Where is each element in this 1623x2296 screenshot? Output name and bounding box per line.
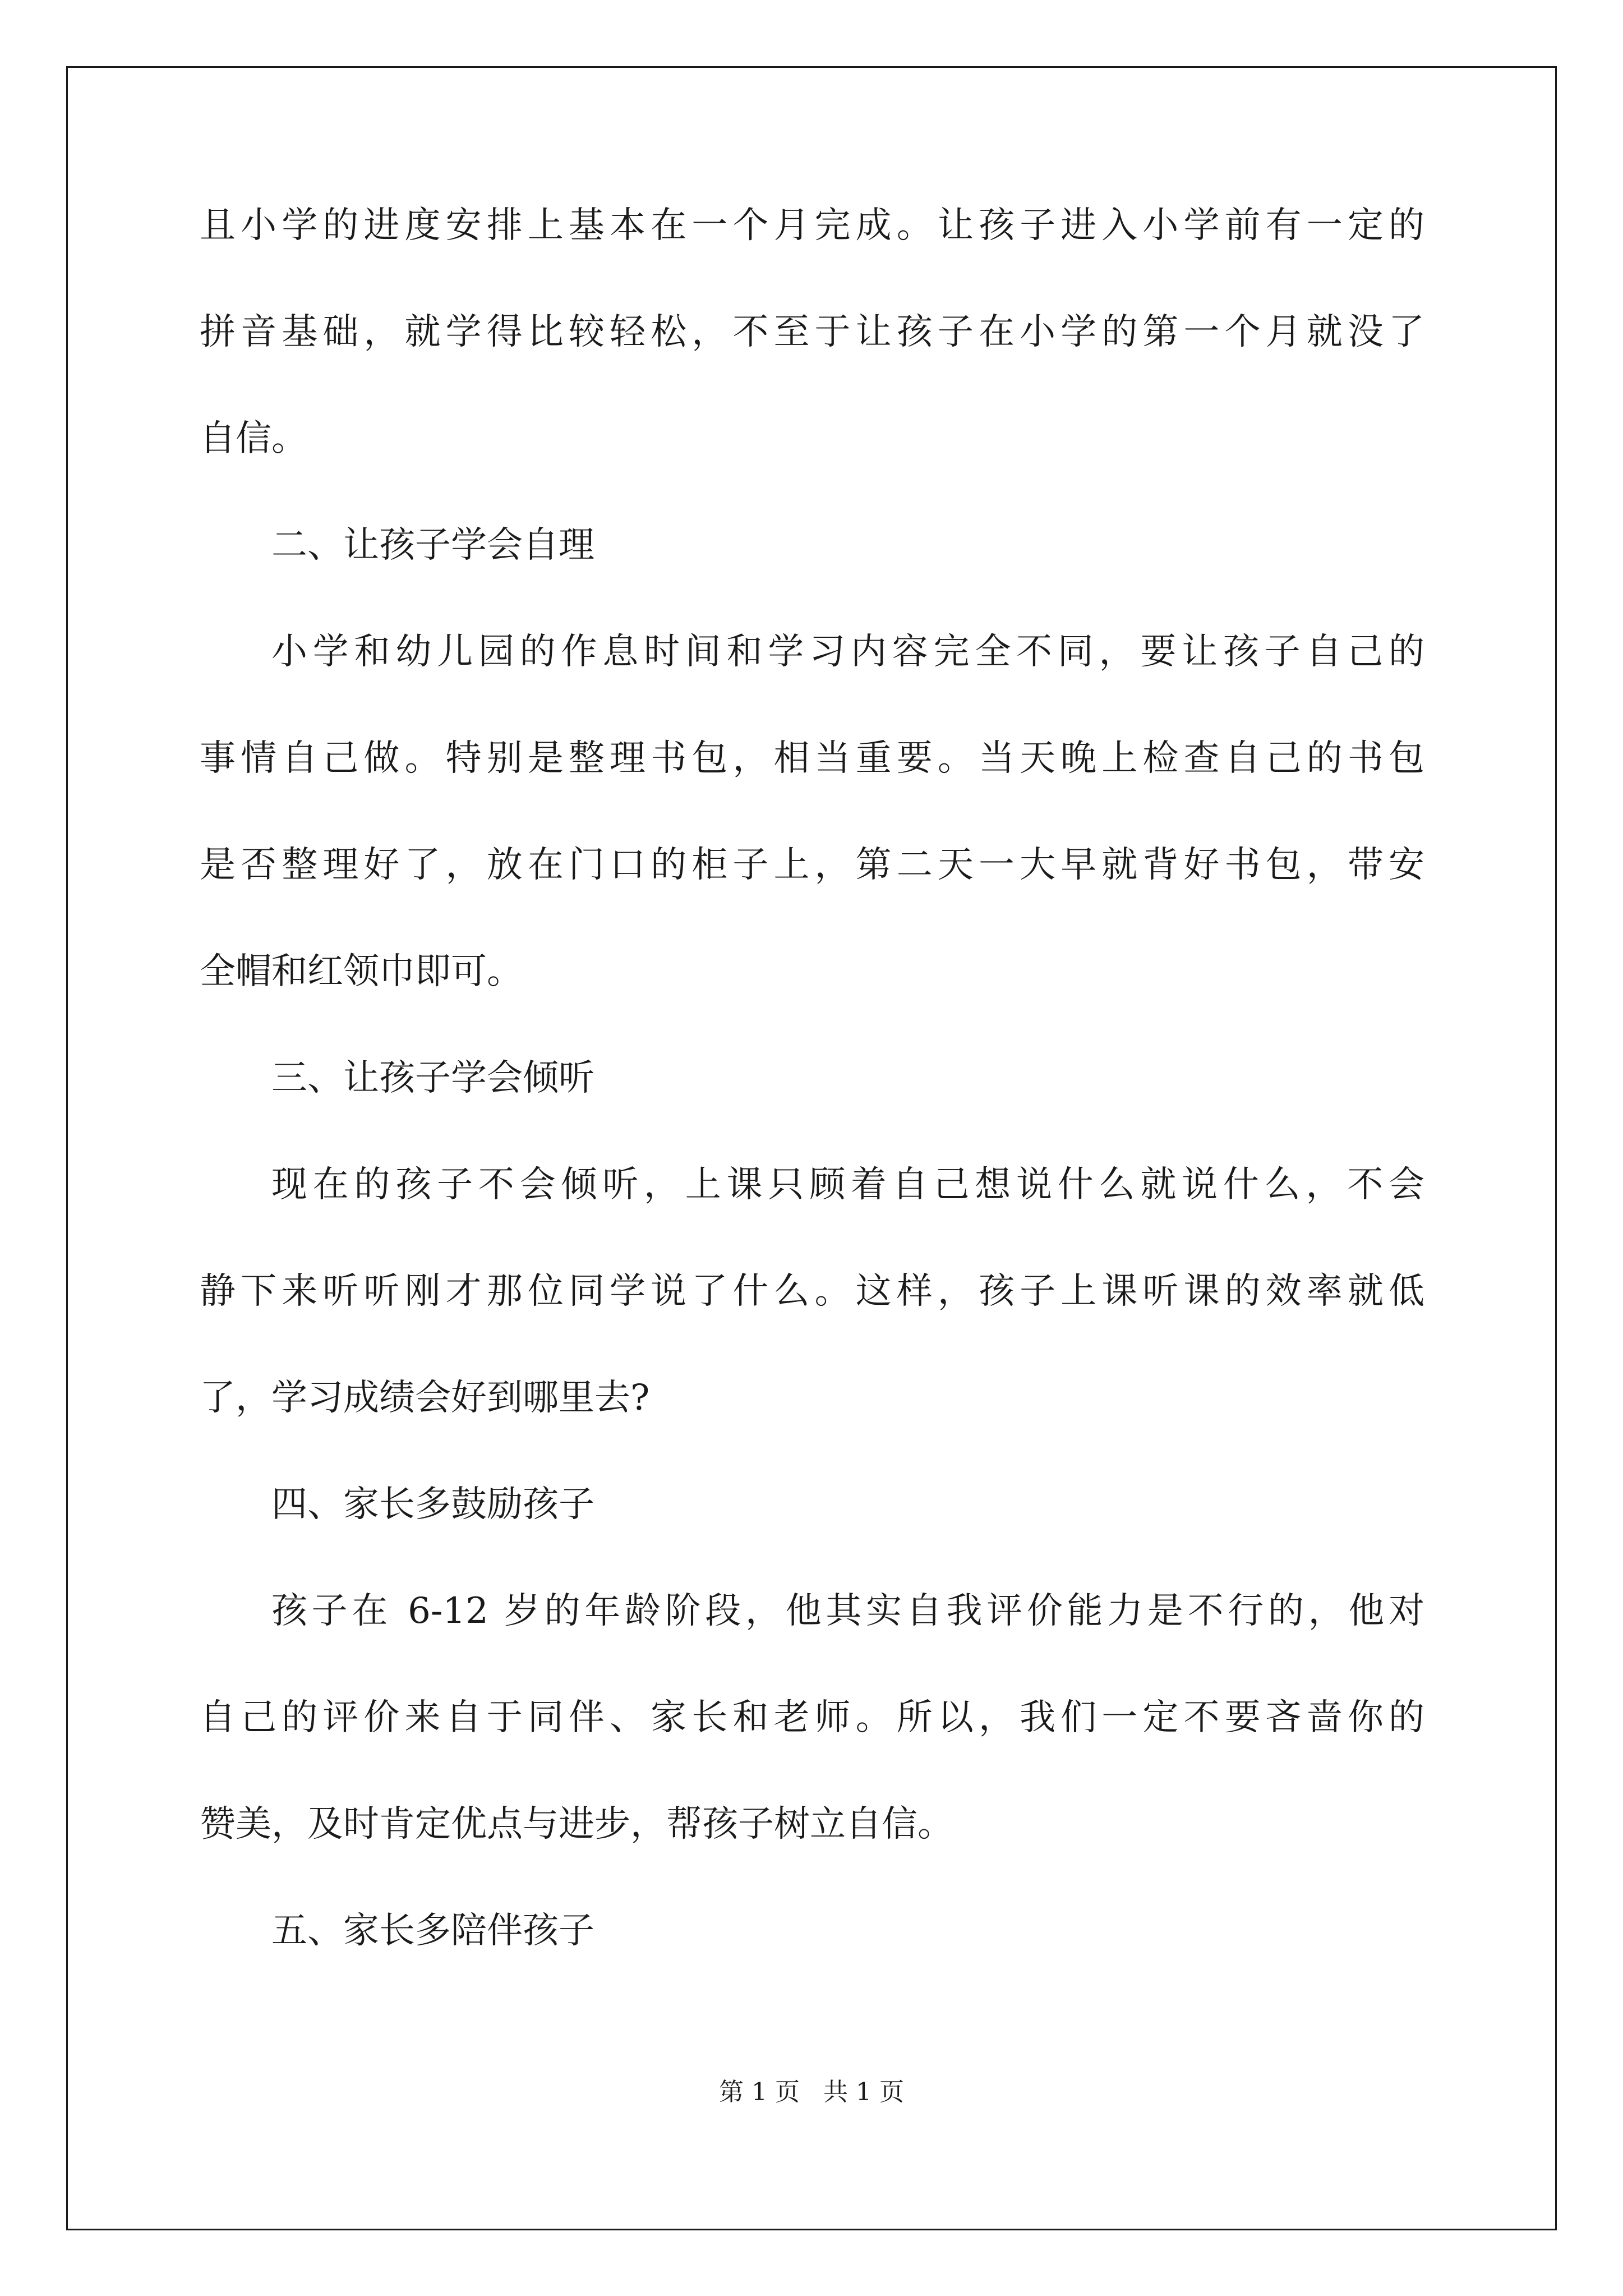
text-line: 拼音基础，就学得比较轻松，不至于让孩子在小学的第一个月就没了	[200, 311, 1424, 353]
text-line: 孩子在 6-12 岁的年龄阶段，他其实自我评价能力是不行的，他对	[271, 1590, 1424, 1632]
text-line: 自己的评价来自于同伴、家长和老师。所以，我们一定不要吝啬你的	[200, 1697, 1424, 1738]
text-line: 赞美，及时肯定优点与进步，帮孩子树立自信。	[200, 1803, 953, 1845]
text-line: 事情自己做。特别是整理书包，相当重要。当天晚上检查自己的书包	[200, 738, 1424, 779]
section-heading: 五、家长多陪伴孩子	[271, 1910, 594, 1952]
section-heading: 三、让孩子学会倾听	[271, 1057, 594, 1099]
text-line: 全帽和红领巾即可。	[200, 951, 523, 992]
text-line: 现在的孩子不会倾听，上课只顾着自己想说什么就说什么，不会	[271, 1164, 1424, 1205]
text-line: 是否整理好了，放在门口的柜子上，第二天一大早就背好书包，带安	[200, 844, 1424, 886]
section-heading: 四、家长多鼓励孩子	[271, 1484, 594, 1525]
page-number-footer: 第 1 页 共 1 页	[719, 2078, 904, 2106]
text-line: 了，学习成绩会好到哪里去?	[200, 1377, 650, 1419]
text-line: 且小学的进度安排上基本在一个月完成。让孩子进入小学前有一定的	[200, 205, 1424, 246]
section-heading: 二、让孩子学会自理	[271, 524, 594, 566]
document-body	[200, 205, 1424, 2019]
text-line: 自信。	[200, 418, 307, 459]
text-line: 小学和幼儿园的作息时间和学习内容完全不同，要让孩子自己的	[271, 631, 1424, 673]
text-line: 静下来听听刚才那位同学说了什么。这样，孩子上课听课的效率就低	[200, 1271, 1424, 1312]
